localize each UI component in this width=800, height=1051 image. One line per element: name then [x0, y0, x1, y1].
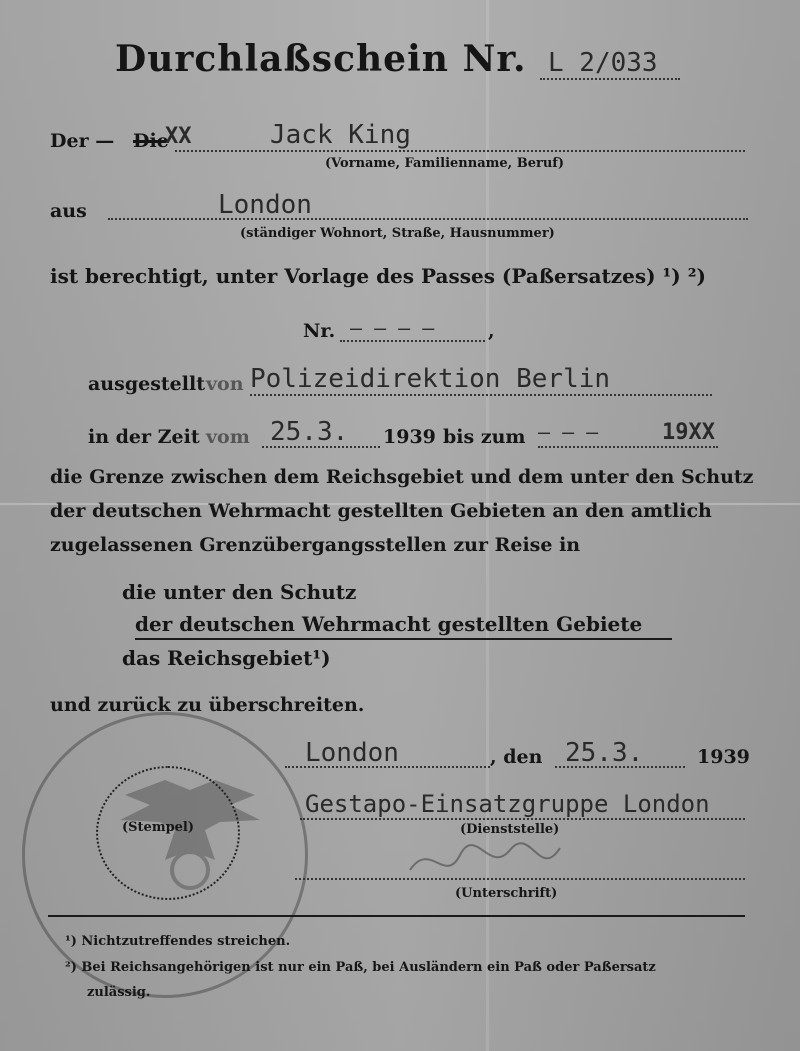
return-text: und zurück zu überschreiten.: [50, 694, 365, 716]
origin-caption: (ständiger Wohnort, Straße, Hausnummer): [240, 226, 555, 241]
date-connector: , den: [490, 746, 543, 768]
valid-from-date: 25.3.: [270, 417, 349, 447]
footnote-2-line-2: zulässig.: [87, 985, 151, 1000]
to-dotted-line: [538, 446, 718, 448]
valid-to-year: 19XX: [662, 420, 715, 445]
passport-dotted-line: [340, 340, 485, 342]
footnote-2-line-1: ²) Bei Reichsangehörigen ist nur ein Paß, bei Ausländern ein Paß oder Paßersatz: [65, 960, 656, 975]
holder-prefix: Der —: [50, 130, 115, 152]
handwritten-signature: [400, 830, 570, 890]
permit-number: L 2/033: [548, 48, 658, 78]
signature-caption: (Unterschrift): [455, 886, 558, 901]
footnote-divider: [48, 915, 745, 917]
stamp-label: (Stempel): [122, 820, 195, 835]
holder-dotted-line: [175, 150, 745, 152]
destination-line-3: das Reichsgebiet¹): [122, 646, 331, 670]
holder-struck-overwrite: XX: [165, 124, 192, 149]
origin-dotted-line: [108, 218, 748, 220]
body-line-1: die Grenze zwischen dem Reichsgebiet und dem unter den Schutz: [50, 466, 754, 488]
footnote-1: ¹) Nichtzutreffendes streichen.: [65, 934, 291, 949]
destination-line-1: die unter den Schutz: [122, 580, 357, 604]
issued-dotted-line: [250, 394, 712, 396]
issuing-authority: Polizeidirektion Berlin: [250, 364, 611, 394]
period-prefix: in der Zeit: [88, 426, 200, 448]
origin-prefix: aus: [50, 200, 87, 222]
number-dotted-line: [540, 78, 680, 80]
passport-label: Nr.: [303, 320, 336, 342]
period-until-label: bis zum: [443, 426, 526, 448]
place-dotted-line: [285, 766, 490, 768]
valid-from-year: 1939: [383, 426, 436, 448]
passport-suffix: ,: [488, 320, 495, 342]
valid-to-date: — — —: [538, 420, 599, 444]
office-dotted-line: [300, 818, 745, 820]
destination-line-2: der deutschen Wehrmacht gestellten Gebiete: [135, 612, 643, 636]
passport-value: — — — —: [350, 316, 435, 340]
issue-place: London: [305, 738, 399, 768]
issue-date: 25.3.: [565, 738, 644, 768]
holder-caption: (Vorname, Familienname, Beruf): [325, 156, 565, 171]
body-line-3: zugelassenen Grenzübergangsstellen zur Reise in: [50, 534, 581, 556]
authorization-text: ist berechtigt, unter Vorlage des Passes (Paßersatzes) ¹) ²): [50, 264, 706, 288]
from-dotted-line: [262, 446, 380, 448]
origin-value: London: [218, 190, 312, 220]
issued-faded-word: von: [206, 373, 244, 395]
date-dotted-line: [555, 766, 685, 768]
holder-struck-word: Die: [133, 130, 169, 152]
document-title: Durchlaßschein Nr.: [115, 38, 527, 80]
issuing-office: Gestapo-Einsatzgruppe London: [305, 790, 710, 818]
body-line-2: der deutschen Wehrmacht gestellten Gebieten an den amtlich: [50, 500, 712, 522]
holder-name: Jack King: [270, 120, 411, 150]
period-faded-word: vom: [206, 426, 250, 448]
signature-dotted-line: [295, 878, 745, 880]
office-caption: (Dienststelle): [460, 822, 560, 837]
issue-year: 1939: [697, 746, 750, 768]
issued-prefix: ausgestellt: [88, 373, 205, 395]
destination-underline: [135, 638, 672, 640]
